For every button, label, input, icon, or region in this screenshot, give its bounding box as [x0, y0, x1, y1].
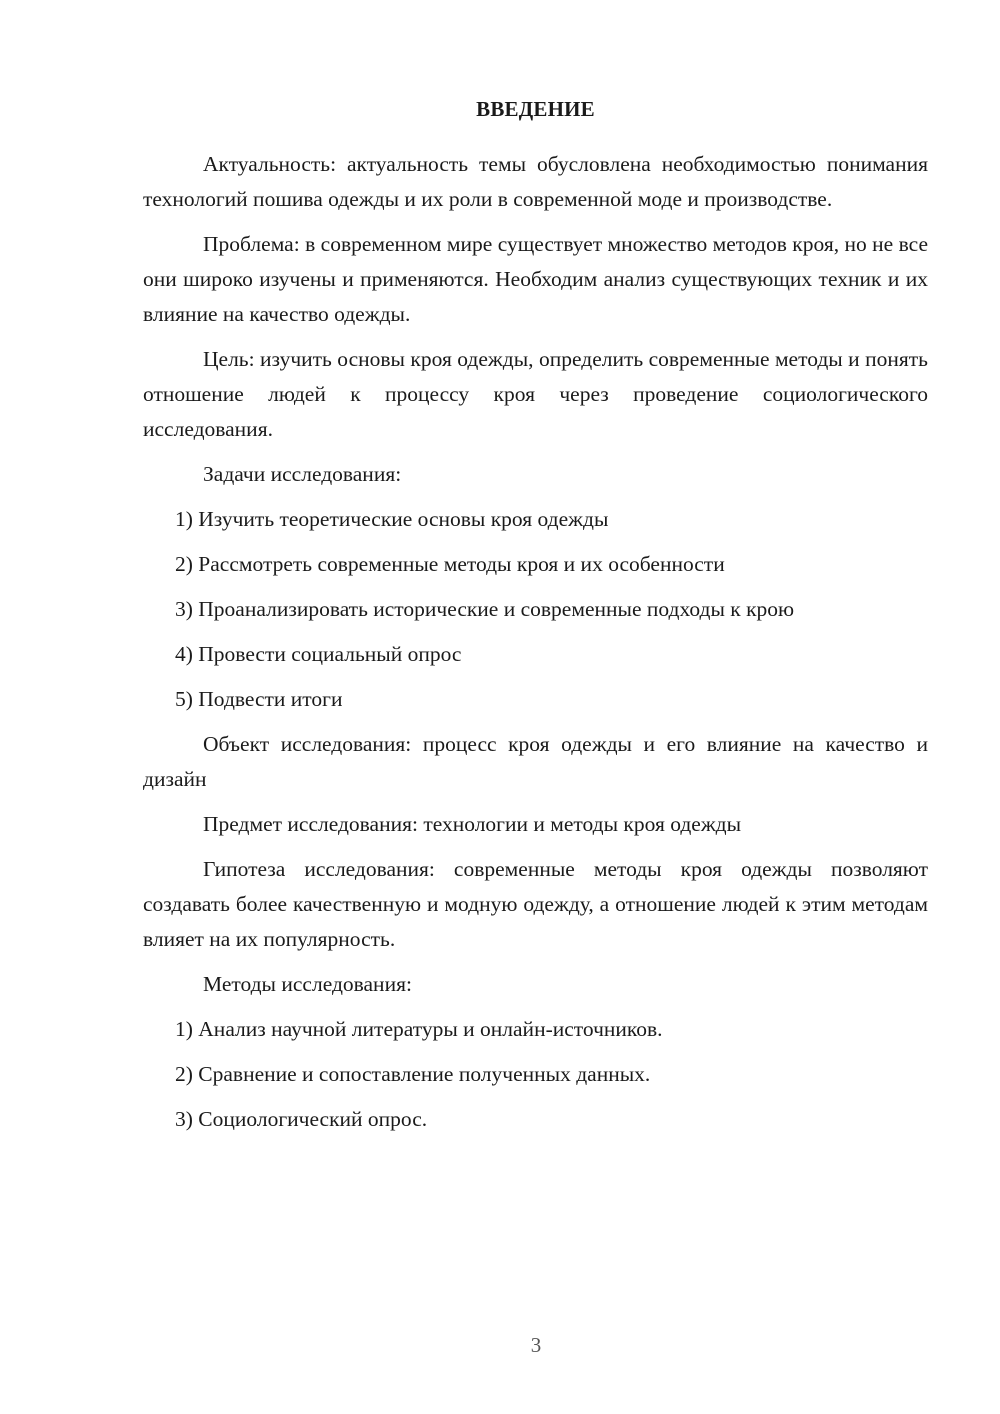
list-item: 1) Анализ научной литературы и онлайн-источников.: [175, 1017, 663, 1041]
subject-paragraph: Предмет исследования: технологии и методы кроя одежды: [203, 812, 742, 836]
tasks-list: [143, 502, 928, 717]
document-page: [143, 92, 928, 1147]
list-item: 3) Социологический опрос.: [175, 1107, 428, 1131]
object-paragraph: Объект исследования: процесс кроя одежды и его влияние на качество и дизайн: [143, 732, 928, 791]
goal-paragraph: Цель: изучить основы кроя одежды, определить современные методы и понять отношение людей к процессу кроя через проведение социологического исследования.: [143, 347, 928, 441]
list-item: 2) Рассмотреть современные методы кроя и их особенности: [175, 552, 725, 576]
hypothesis-paragraph: Гипотеза исследования: современные методы кроя одежды позволяют создавать более качественную и модную одежду, а отношение людей к этим методам влияет на их популярность.: [143, 857, 928, 951]
page-number: 3: [530, 1333, 542, 1357]
list-item: 5) Подвести итоги: [175, 687, 343, 711]
list-item: 2) Сравнение и сопоставление полученных данных.: [175, 1062, 651, 1086]
list-item: 3) Проанализировать исторические и современные подходы к крою: [175, 597, 795, 621]
list-item: 4) Провести социальный опрос: [175, 642, 462, 666]
methods-list: [143, 1012, 928, 1137]
relevance-paragraph: Актуальность: актуальность темы обусловлена необходимостью понимания технологий пошива одежды и их роли в современной моде и производстве.: [143, 152, 928, 211]
section-title: ВВЕДЕНИЕ: [476, 97, 595, 121]
methods-heading: Методы исследования:: [203, 972, 412, 996]
problem-paragraph: Проблема: в современном мире существует множество методов кроя, но не все они широко изучены и применяются. Необходим анализ существующих техник и их влияние на качество одежды.: [143, 232, 928, 326]
list-item: 1) Изучить теоретические основы кроя одежды: [175, 507, 609, 531]
tasks-heading: Задачи исследования:: [203, 462, 402, 486]
